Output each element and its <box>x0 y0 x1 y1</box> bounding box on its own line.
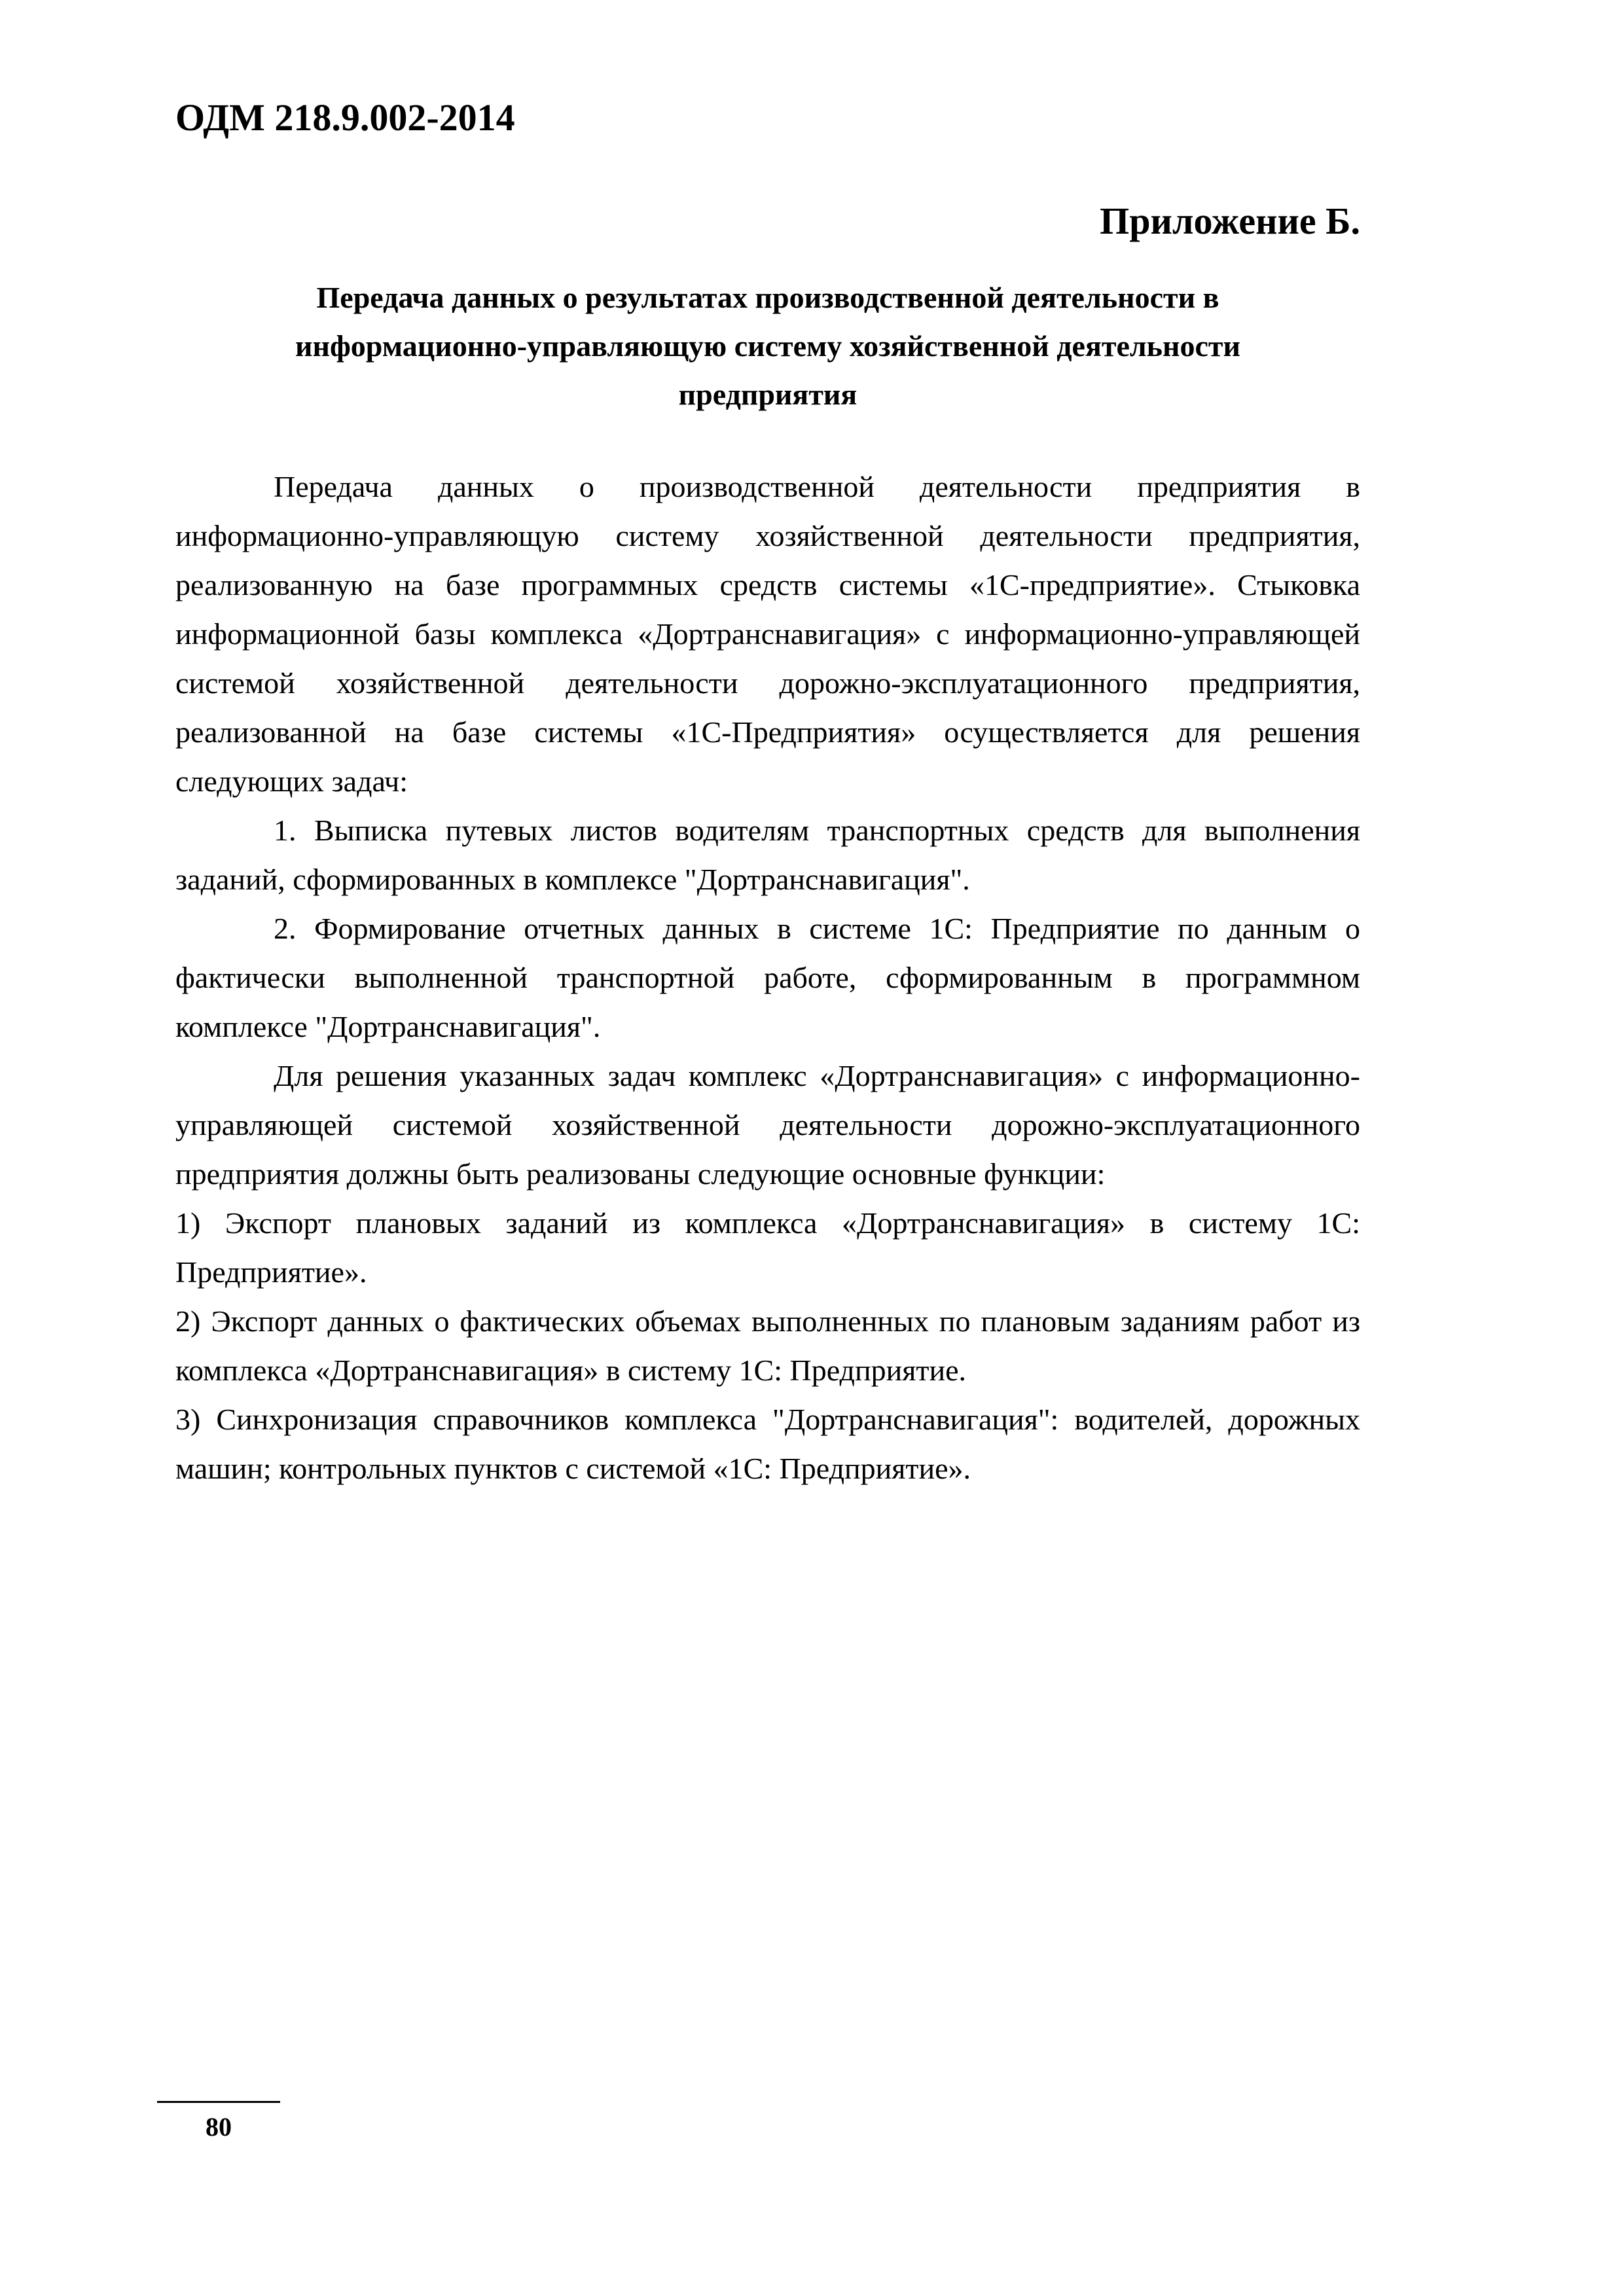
section-title <box>175 274 1360 419</box>
function-item-3: 3) Синхронизация справочников комплекса "Дортранснавигация": водителей, дорожных машин; контрольных пунктов с системой «1С: Предприятие». <box>175 1403 1360 1485</box>
section-title-line: Передача данных о результатах производственной деятельности в <box>316 281 1219 314</box>
appendix-label: Приложение Б. <box>1100 200 1360 242</box>
intro-paragraph: Передача данных о производственной деятельности предприятия в информационно-управляющую систему хозяйственной деятельности предприятия, реализованную на базе программных средств системы «1С-предприятие». Стыковка информационной базы комплекса «Дортранснавигация» с информационно-управляющей системой хозяйственной деятельности дорожно-эксплуатационного предприятия, реализованной на базе системы «1С-Предприятия» осуществляется для решения следующих задач: <box>175 470 1360 798</box>
section-title-line: информационно-управляющую систему хозяйственной деятельности <box>295 329 1241 363</box>
section-title-line: предприятия <box>678 378 857 411</box>
functions-paragraph: Для решения указанных задач комплекс «Дортранснавигация» с информационно-управляющей системой хозяйственной деятельности дорожно-эксплуатационного предприятия должны быть реализованы следующие основные функции: <box>175 1059 1360 1191</box>
page-number: 80 <box>206 2112 232 2142</box>
function-item-2: 2) Экспорт данных о фактических объемах выполненных по плановым заданиям работ из комплекса «Дортранснавигация» в систему 1С: Предприятие. <box>175 1304 1360 1387</box>
function-item-1: 1) Экспорт плановых заданий из комплекса «Дортранснавигация» в систему 1С: Предприятие». <box>175 1206 1360 1289</box>
body-text <box>175 462 1360 1493</box>
footer-divider <box>157 2101 280 2103</box>
task-item-1: 1. Выписка путевых листов водителям транспортных средств для выполнения заданий, сформированных в комплексе "Дортранснавигация". <box>175 814 1360 896</box>
document-code: ОДМ 218.9.002-2014 <box>175 96 515 139</box>
task-item-2: 2. Формирование отчетных данных в системе 1С: Предприятие по данным о фактически выполненной транспортной работе, сформированным в программном комплексе "Дортранснавигация". <box>175 912 1360 1043</box>
